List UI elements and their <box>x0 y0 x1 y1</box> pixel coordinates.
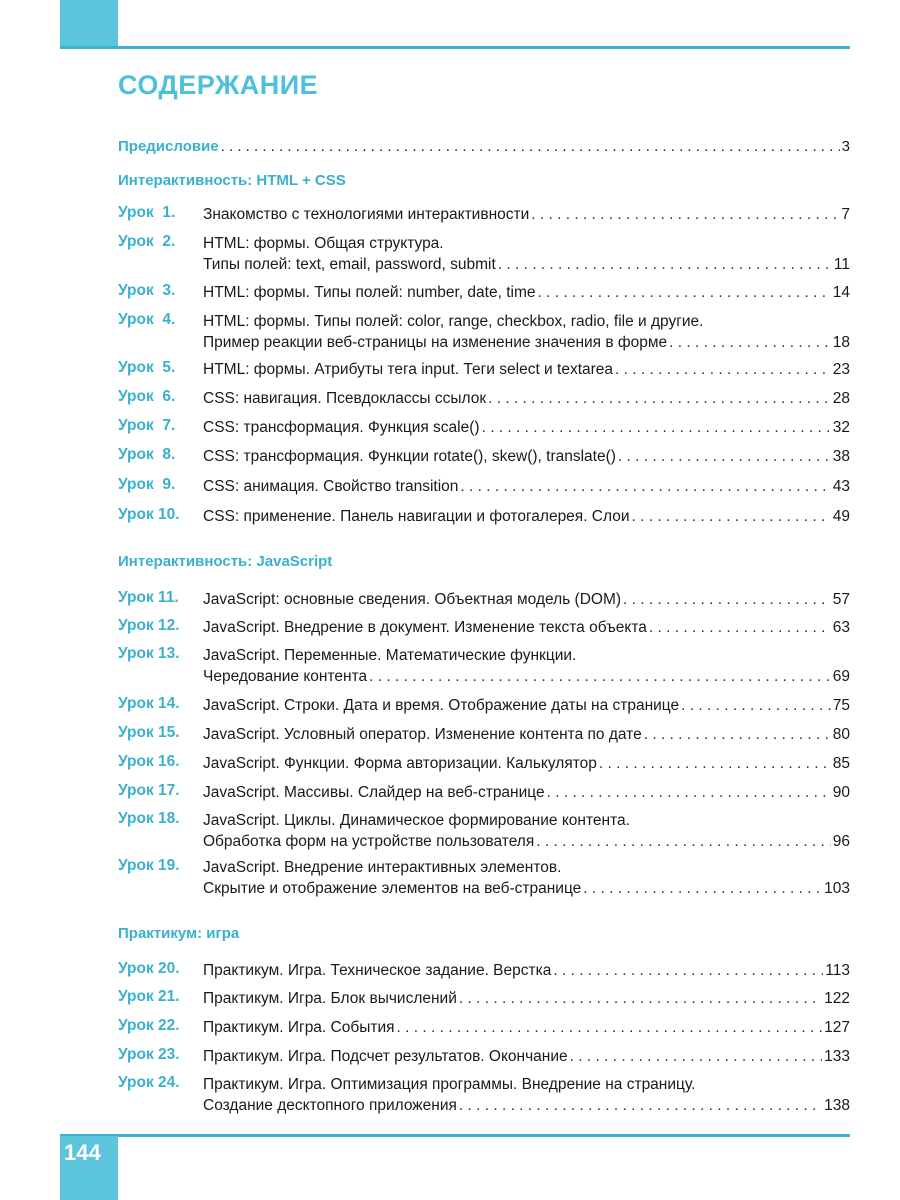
lesson-label: Урок 20. <box>118 960 180 977</box>
lesson-title-line: Пример реакции веб-страницы на изменение значения в форме <box>203 334 668 351</box>
lesson-label: Урок 9. <box>118 476 176 493</box>
leader-dots <box>570 1048 822 1066</box>
lesson-label: Урок 17. <box>118 782 180 799</box>
lesson-title-line: CSS: применение. Панель навигации и фотогалерея. Слои <box>203 508 630 525</box>
section-heading: Практикум: игра <box>118 925 240 942</box>
leader-dots <box>669 334 831 352</box>
page-ref: 85 <box>832 755 850 772</box>
leader-dots <box>397 1019 823 1037</box>
lesson-title-line: CSS: навигация. Псевдоклассы ссылок <box>203 390 487 407</box>
lesson-title-line: HTML: формы. Атрибуты тега input. Теги select и textarea <box>203 361 614 378</box>
lesson-title-line: JavaScript. Условный оператор. Изменение контента по дате <box>203 726 642 743</box>
lesson-title-line: HTML: формы. Типы полей: number, date, time <box>203 284 536 301</box>
lesson-label: Урок 19. <box>118 857 180 874</box>
lesson-title-line: JavaScript: основные сведения. Объектная модель (DOM) <box>203 591 622 608</box>
page-ref: 103 <box>824 880 850 897</box>
lesson-title-line: JavaScript. Переменные. Математические функции. <box>203 647 577 664</box>
lesson-title-line: Знакомство с технологиями интерактивности <box>203 206 530 223</box>
page-ref: 23 <box>832 361 850 378</box>
leader-dots <box>459 990 822 1008</box>
lesson-label: Урок 24. <box>118 1074 180 1091</box>
lesson-title-line: CSS: анимация. Свойство transition <box>203 478 459 495</box>
page-ref: 75 <box>832 697 850 714</box>
lesson-title-line: Практикум. Игра. Блок вычислений <box>203 990 457 1007</box>
leader-dots <box>459 1097 822 1115</box>
page-ref: 57 <box>832 591 850 608</box>
lesson-label: Урок 10. <box>118 506 180 523</box>
page-ref: 69 <box>832 668 850 685</box>
lesson-title-line: Типы полей: text, email, password, submit <box>203 256 496 273</box>
top-rule <box>60 46 850 49</box>
lesson-title-line: JavaScript. Функции. Форма авторизации. Калькулятор <box>203 755 597 772</box>
lesson-label: Урок 23. <box>118 1046 180 1063</box>
lesson-label: Урок 12. <box>118 617 180 634</box>
page-ref: 80 <box>832 726 850 743</box>
leader-dots <box>632 508 831 526</box>
leader-dots <box>623 591 831 609</box>
lesson-label: Урок 13. <box>118 645 180 662</box>
page-ref: 11 <box>833 256 850 273</box>
page-ref: 90 <box>832 784 850 801</box>
page-ref: 96 <box>832 833 850 850</box>
lesson-title-line: JavaScript. Внедрение в документ. Изменение текста объекта <box>203 619 647 636</box>
leader-dots <box>583 880 822 898</box>
lesson-title-line: JavaScript. Внедрение интерактивных элементов. <box>203 859 562 876</box>
section-heading: Интерактивность: HTML + CSS <box>118 172 346 189</box>
lesson-label: Урок 22. <box>118 1017 180 1034</box>
leader-dots <box>531 206 839 224</box>
top-corner-block <box>60 0 118 48</box>
lesson-title-line: CSS: трансформация. Функции rotate(), skew(), translate() <box>203 448 616 465</box>
page-ref: 127 <box>824 1019 850 1036</box>
section-heading: Интерактивность: JavaScript <box>118 553 333 570</box>
leader-dots <box>498 256 832 274</box>
lesson-label: Урок 6. <box>118 388 176 405</box>
preface-label: Предисловие <box>118 138 219 155</box>
leader-dots <box>482 419 831 437</box>
lesson-title-line: Практикум. Игра. Подсчет результатов. Окончание <box>203 1048 568 1065</box>
page-ref: 7 <box>841 206 850 223</box>
page-number: 144 <box>64 1140 101 1165</box>
bottom-rule <box>60 1134 850 1137</box>
lesson-title-line: Практикум. Игра. Оптимизация программы. Внедрение на страницу. <box>203 1076 696 1093</box>
page-ref: 122 <box>824 990 850 1007</box>
leader-dots <box>644 726 831 744</box>
lesson-title-line: HTML: формы. Общая структура. <box>203 235 444 252</box>
leader-dots <box>681 697 831 715</box>
lesson-label: Урок 21. <box>118 988 180 1005</box>
lesson-title-line: Скрытие и отображение элементов на веб-странице <box>203 880 582 897</box>
lesson-label: Урок 18. <box>118 810 180 827</box>
page-ref: 49 <box>832 508 850 525</box>
lesson-label: Урок 3. <box>118 282 176 299</box>
toc-entry-preface[interactable] <box>118 138 850 155</box>
lesson-label: Урок 14. <box>118 695 180 712</box>
leader-dots <box>460 478 830 496</box>
lesson-title-line: Создание десктопного приложения <box>203 1097 457 1114</box>
lesson-title-line: JavaScript. Строки. Дата и время. Отображение даты на странице <box>203 697 680 714</box>
lesson-label: Урок 7. <box>118 417 176 434</box>
lesson-title-line: JavaScript. Массивы. Слайдер на веб-странице <box>203 784 545 801</box>
leader-dots <box>553 962 823 980</box>
lesson-label: Урок 8. <box>118 446 176 463</box>
leader-dots <box>369 668 831 686</box>
leader-dots <box>547 784 831 802</box>
leader-dots <box>649 619 831 637</box>
lesson-label: Урок 5. <box>118 359 176 376</box>
lesson-title-line: JavaScript. Циклы. Динамическое формирование контента. <box>203 812 630 829</box>
lesson-title-line: CSS: трансформация. Функция scale() <box>203 419 480 436</box>
page-title: СОДЕРЖАНИЕ <box>118 70 319 100</box>
lesson-label: Урок 15. <box>118 724 180 741</box>
lesson-title-line: Практикум. Игра. Техническое задание. Верстка <box>203 962 552 979</box>
leader-dots <box>599 755 831 773</box>
lesson-label: Урок 1. <box>118 204 176 221</box>
lesson-title-line: Обработка форм на устройстве пользователя <box>203 833 535 850</box>
page-ref: 38 <box>832 448 850 465</box>
page-ref: 14 <box>832 284 850 301</box>
leader-dots <box>221 138 840 155</box>
lesson-label: Урок 16. <box>118 753 180 770</box>
lesson-title-line: Чередование контента <box>203 668 368 685</box>
leader-dots <box>618 448 831 466</box>
page-ref: 28 <box>832 390 850 407</box>
page-ref: 63 <box>832 619 850 636</box>
leader-dots <box>615 361 831 379</box>
leader-dots <box>537 284 830 302</box>
lesson-title-line: HTML: формы. Типы полей: color, range, checkbox, radio, file и другие. <box>203 313 704 330</box>
lesson-title-line: Практикум. Игра. События <box>203 1019 395 1036</box>
page-ref: 32 <box>832 419 850 436</box>
lesson-label: Урок 2. <box>118 233 176 250</box>
leader-dots <box>488 390 831 408</box>
page-ref: 113 <box>825 962 850 979</box>
page-ref: 18 <box>832 334 850 351</box>
lesson-label: Урок 4. <box>118 311 176 328</box>
leader-dots <box>536 833 831 851</box>
lesson-label: Урок 11. <box>118 589 179 606</box>
page-ref: 3 <box>841 138 850 155</box>
page-ref: 133 <box>824 1048 850 1065</box>
page-ref: 138 <box>824 1097 850 1114</box>
page-ref: 43 <box>832 478 850 495</box>
